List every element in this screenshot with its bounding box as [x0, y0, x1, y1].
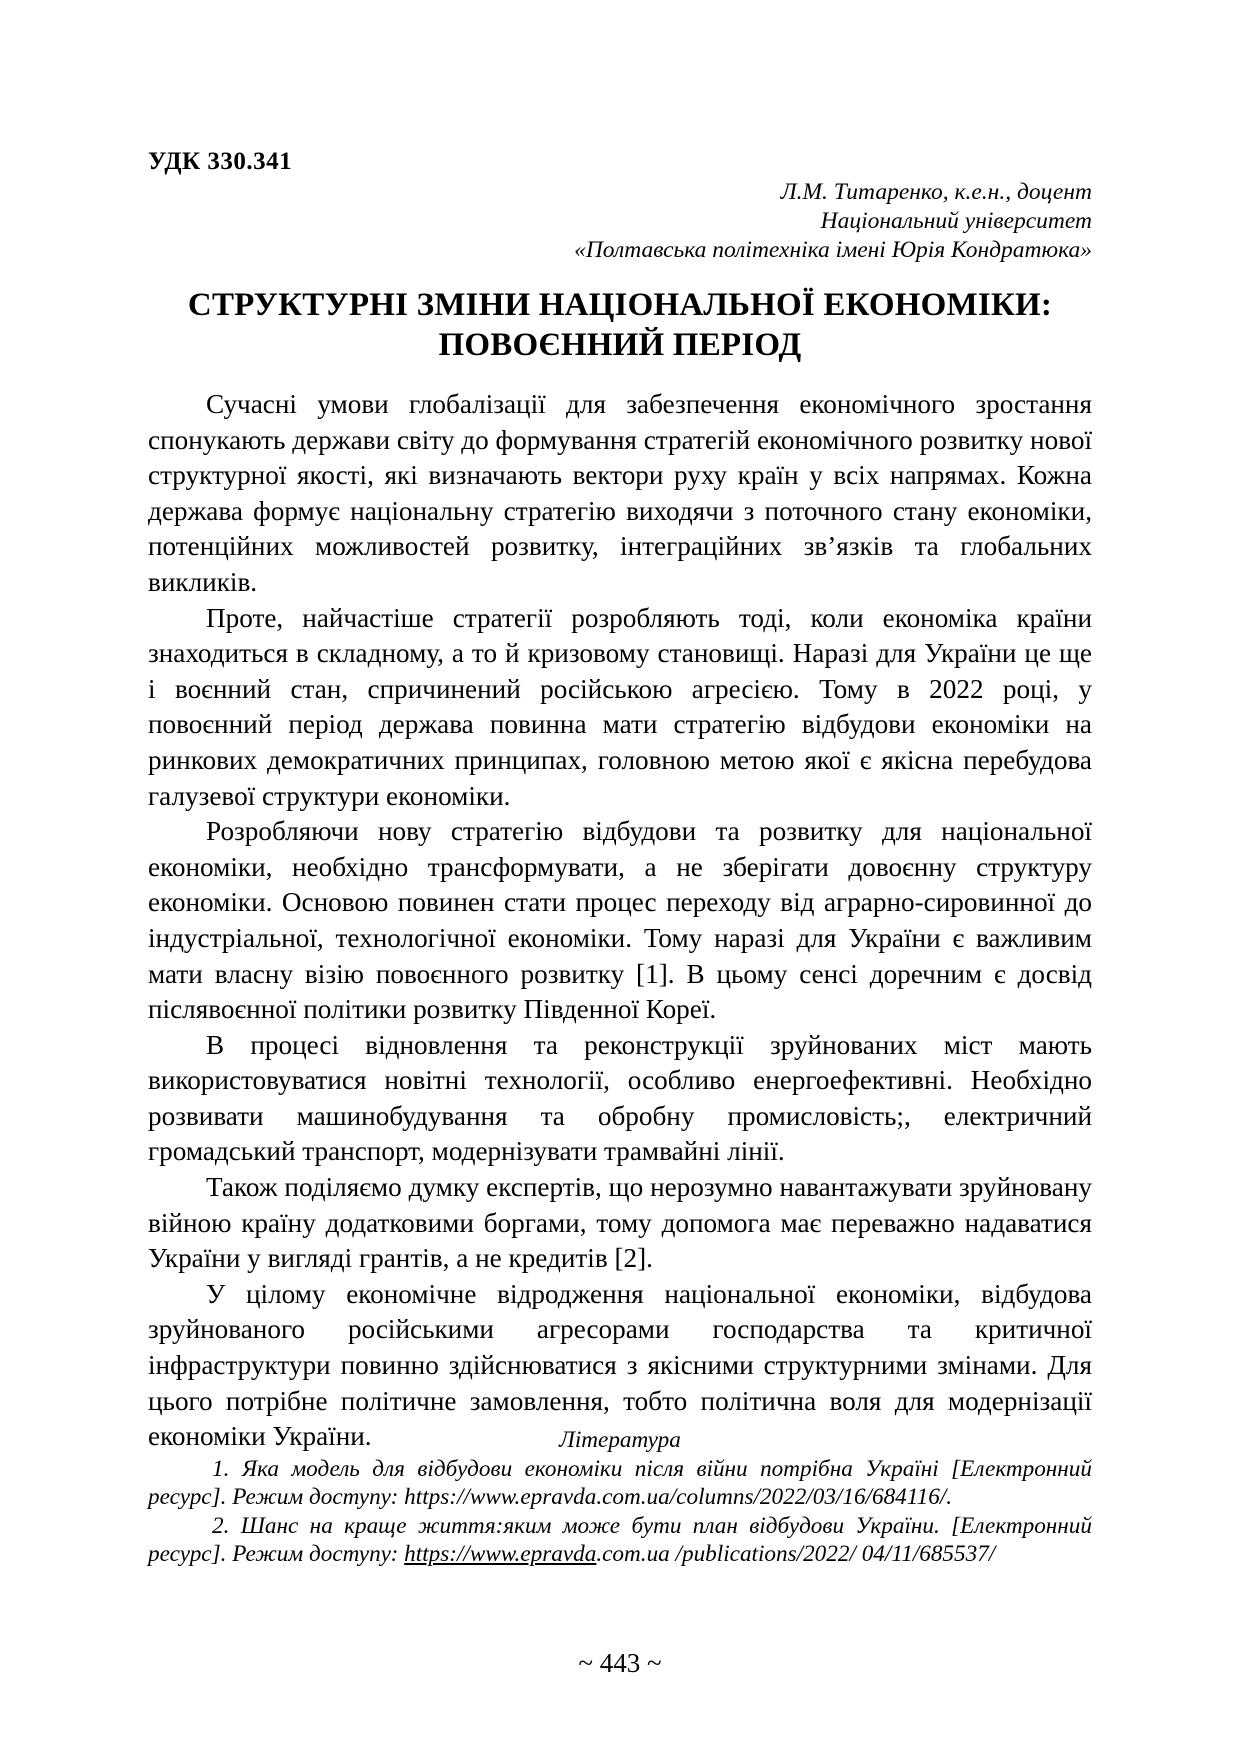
reference-item-1: 1. Яка модель для відбудови економіки після війни потрібна Україні [Електронний ресурс]. Режим доступу: https://www.epravda.com.ua/columns/2022/03/16/684116/. [148, 1455, 1092, 1510]
reference-text-tail: .com.ua /publications/2022/ 04/11/685537/ [596, 1541, 996, 1567]
body-paragraph: Проте, найчастіше стратегії розробляють тоді, коли економіка країни знаходиться в складному, а то й кризовому становищі. Наразі для України це ще і воєнний стан, спричинений російською агресією. Тому в 2022 році, у повоєнний період держава повинна мати стратегію відбудови економіки на ринкових демократичних принципах, головною метою якої є якісна перебудова галузевої структури економіки. [148, 602, 1092, 811]
references-section [148, 1426, 1092, 1569]
page-number: ~ 443 ~ [578, 1648, 662, 1678]
title-line-2: ПОВОЄННИЙ ПЕРІОД [438, 327, 802, 363]
author-name: Л.М. Титаренко, к.е.н., доцент [780, 179, 1092, 205]
affiliation-line-2: «Полтавська політехніка імені Юрія Кондратюка» [574, 237, 1092, 263]
body-paragraph: Також поділяємо думку експертів, що нерозумно навантажувати зруйновану війною країну додатковими боргами, тому допомога має переважно надаватися України у вигляді грантів, а не кредитів [2]. [148, 1172, 1092, 1274]
author-block [574, 178, 1092, 265]
article-body [148, 387, 1092, 1455]
udk-code: УДК 330.341 [148, 148, 293, 175]
affiliation-line-1: Національний університет [820, 208, 1092, 234]
body-paragraph: Сучасні умови глобалізації для забезпечення економічного зростання спонукають держави світу до формування стратегій економічного розвитку нової структурної якості, які визначають вектори руху країн у всіх напрямах. Кожна держава формує національну стратегію виходячи з поточного стану економіки, потенційних можливостей розвитку, інтеграційних зв’язків та глобальних викликів. [148, 389, 1092, 597]
article-title [148, 285, 1092, 365]
body-paragraph: У цілому економічне відродження національної економіки, відбудова зруйнованого російськими агресорами господарства та критичної інфраструктури повинно здійснюватися з якісними структурними змінами. Для цього потрібне політичне замовлення, тобто політична воля для модернізації економіки України. [148, 1278, 1092, 1452]
title-line-1: СТРУКТУРНІ ЗМІНИ НАЦІОНАЛЬНОЇ ЕКОНОМІКИ: [187, 287, 1053, 323]
body-paragraph: Розробляючи нову стратегію відбудови та розвитку для національної економіки, необхідно трансформувати, а не зберігати довоєнну структуру економіки. Основою повинен стати процес переходу від аграрно-сировинної до індустріальної, технологічної економіки. Тому наразі для України є важливим мати власну візію повоєнного розвитку [1]. В цьому сенсі доречним є досвід післявоєнної політики розвитку Південної Кореї. [148, 816, 1092, 1025]
reference-item-2 [148, 1512, 1092, 1569]
reference-link[interactable]: https://www.epravda [404, 1541, 597, 1567]
body-paragraph: В процесі відновлення та реконструкції зруйнованих міст мають використовуватися новітні технології, особливо енергоефективні. Необхідно розвивати машинобудування та обробну промисловість;, електричний громадський транспорт, модернізувати трамвайні лінії. [148, 1029, 1092, 1167]
reference-text: 2. Шанс на краще життя:яким може бути план відбудови України. [Електронний ресурс]. Режим доступу: [148, 1512, 1092, 1567]
references-heading: Література [559, 1427, 681, 1453]
